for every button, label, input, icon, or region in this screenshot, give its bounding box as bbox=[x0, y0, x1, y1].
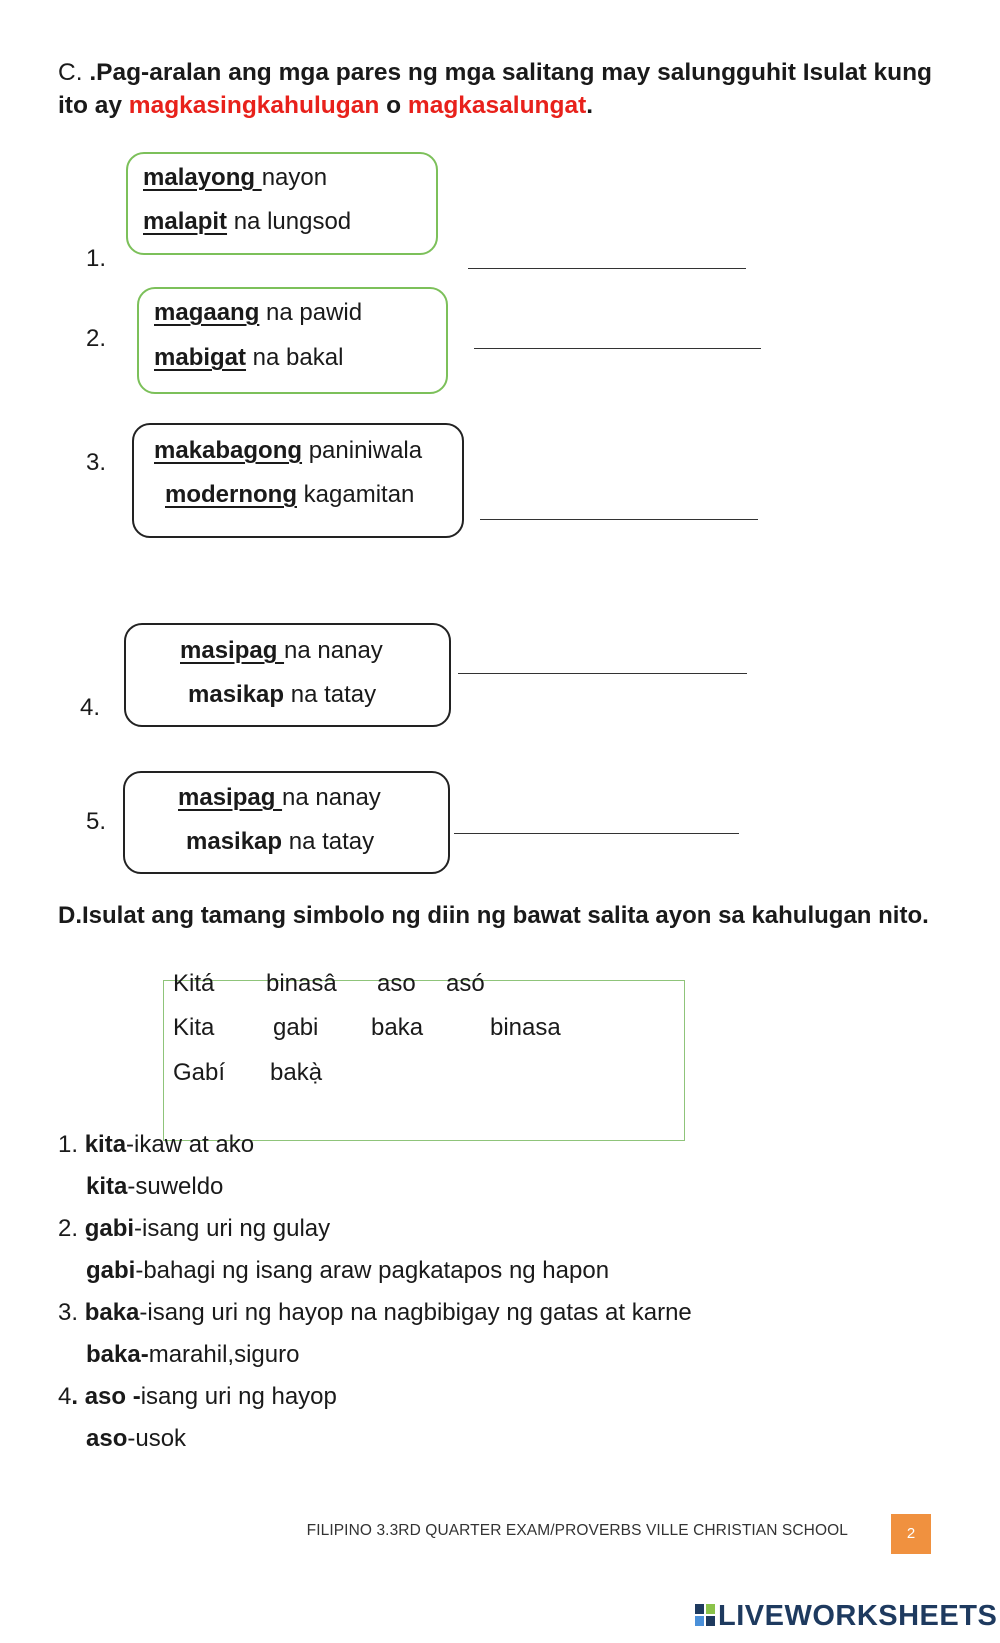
section-d-instruction: D.Isulat ang tamang simbolo ng diin ng bawat salita ayon sa kahulugan nito. bbox=[58, 902, 929, 929]
word-bank-item: baka bbox=[371, 1014, 424, 1041]
word-bank-item: binasâ bbox=[266, 970, 337, 997]
pair-3-line-2: modernong kagamitan bbox=[165, 481, 415, 508]
pair-4-line-1: masipag na nanay bbox=[180, 637, 383, 664]
definition-row[interactable]: 2. gabi-isang uri ng gulay bbox=[58, 1215, 331, 1242]
word-bank-item: gabi bbox=[273, 1014, 319, 1041]
item-number-4: 4. bbox=[80, 694, 101, 721]
option-synonym: magkasingkahulugan bbox=[128, 92, 380, 119]
word-bank-item: asó bbox=[446, 970, 485, 997]
item-number-1: 1. bbox=[86, 245, 107, 272]
word-bank-box bbox=[163, 980, 685, 1141]
definition-row[interactable]: gabi-bahagi ng isang araw pagkatapos ng hapon bbox=[86, 1257, 610, 1284]
pair-3-line-1: makabagong paniniwala bbox=[154, 437, 423, 464]
item-number-5: 5. bbox=[86, 808, 107, 835]
answer-blank-4[interactable] bbox=[458, 673, 747, 674]
pair-5-line-2: masikap na tatay bbox=[186, 828, 375, 855]
answer-blank-5[interactable] bbox=[454, 833, 739, 834]
definition-row[interactable]: 1. kita-ikaw at ako bbox=[58, 1131, 255, 1158]
pair-2-line-2: mabigat na bakal bbox=[154, 344, 344, 371]
answer-blank-3[interactable] bbox=[480, 519, 758, 520]
pair-4-line-2: masikap na tatay bbox=[188, 681, 377, 708]
word-bank-item: bakạ̀ bbox=[270, 1059, 323, 1086]
liveworksheets-logo-icon bbox=[694, 1602, 716, 1628]
definition-row[interactable]: aso-usok bbox=[86, 1425, 187, 1452]
page-number: 2 bbox=[891, 1514, 931, 1554]
section-c-instruction: C. .Pag-aralan ang mga pares ng mga salitang may salungguhit Isulat kung ito ay magkasingkahulugan o magkasalungat. bbox=[58, 59, 933, 119]
word-bank-item: aso bbox=[377, 970, 416, 997]
pair-2-line-1: magaang na pawid bbox=[154, 299, 363, 326]
pair-1-line-2: malapit na lungsod bbox=[143, 208, 352, 235]
item-number-3: 3. bbox=[86, 449, 107, 476]
answer-blank-2[interactable] bbox=[474, 348, 761, 349]
pair-1-line-1: malayong nayon bbox=[143, 164, 328, 191]
word-bank-item: binasa bbox=[490, 1014, 561, 1041]
liveworksheets-logo[interactable]: LIVEWORKSHEETS bbox=[694, 1600, 997, 1633]
word-bank-item: Gabí bbox=[173, 1059, 226, 1086]
word-bank-item: Kitá bbox=[173, 970, 215, 997]
word-bank-item: Kita bbox=[173, 1014, 215, 1041]
pair-5-line-1: masipag na nanay bbox=[178, 784, 381, 811]
footer-text: FILIPINO 3.3RD QUARTER EXAM/PROVERBS VILLE CHRISTIAN SCHOOL bbox=[306, 1522, 848, 1539]
item-number-2: 2. bbox=[86, 325, 107, 352]
definition-row[interactable]: baka-marahil,siguro bbox=[86, 1341, 300, 1368]
definition-row[interactable]: 3. baka-isang uri ng hayop na nagbibigay ng gatas at karne bbox=[58, 1299, 692, 1326]
definition-row[interactable]: kita-suweldo bbox=[86, 1173, 224, 1200]
definition-row[interactable]: 4. aso -isang uri ng hayop bbox=[58, 1383, 337, 1410]
answer-blank-1[interactable] bbox=[468, 268, 746, 269]
option-antonym: magkasalungat bbox=[407, 92, 587, 119]
